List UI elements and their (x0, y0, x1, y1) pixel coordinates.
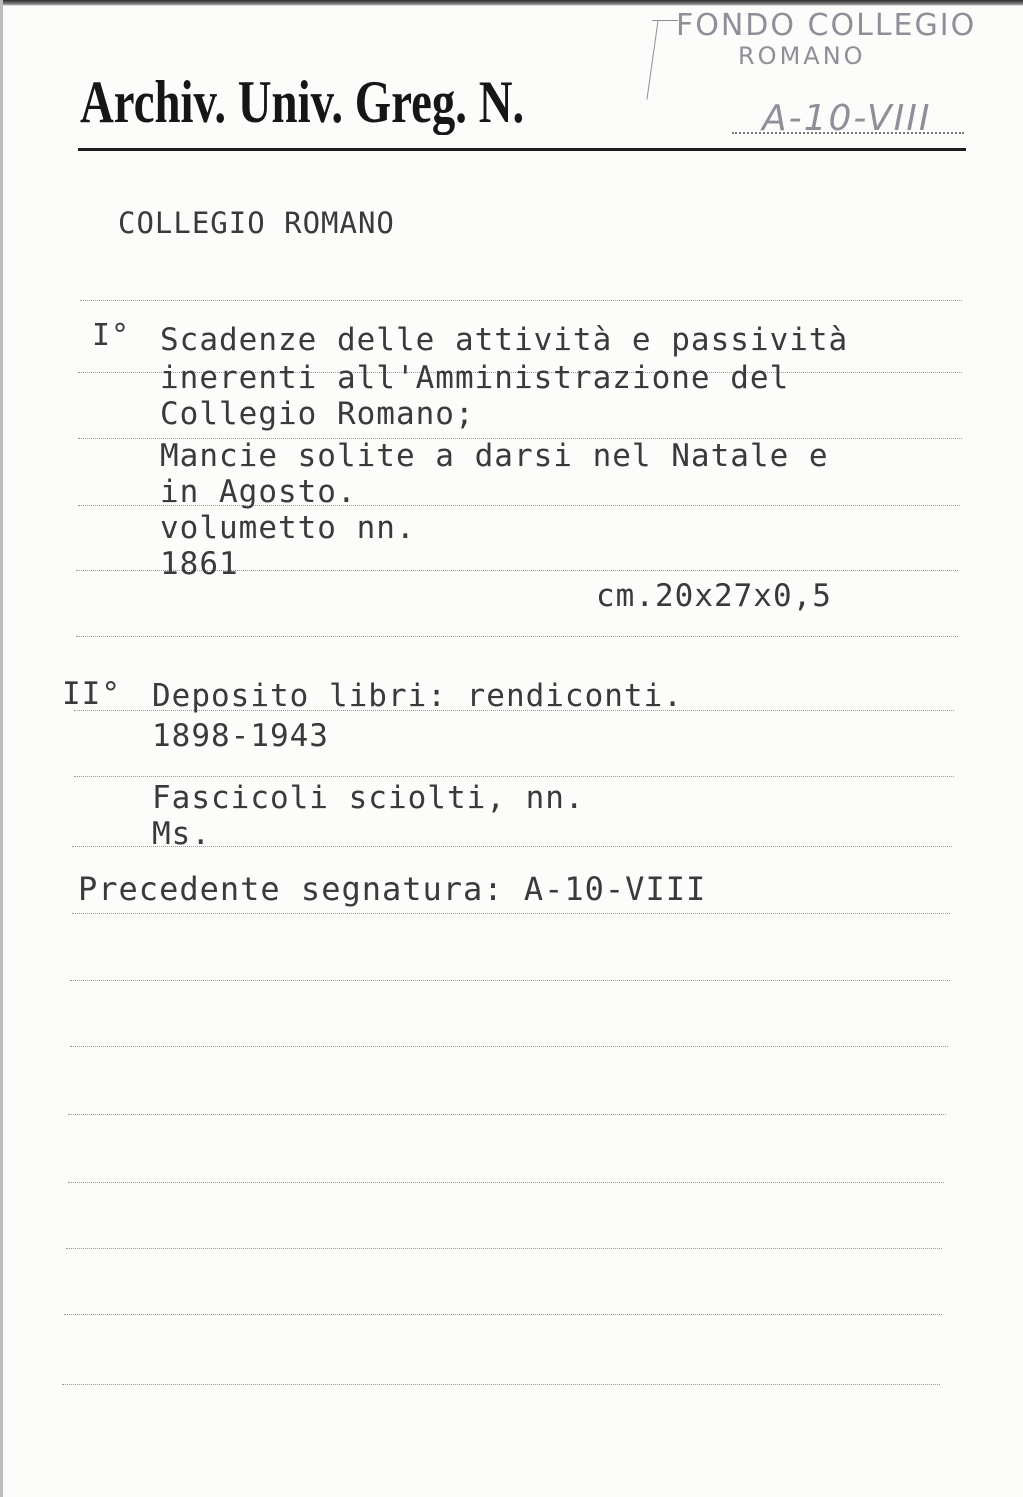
ruled-line (80, 300, 962, 301)
handwritten-archive-number: A-10-VIII (762, 98, 932, 139)
ruled-line (68, 1182, 944, 1183)
ruled-line (66, 1248, 942, 1249)
handwritten-bracket (646, 20, 659, 99)
section1-date: 1861 (160, 546, 239, 582)
ruled-line (72, 913, 950, 914)
archive-header-title: Archiv. Univ. Greg. N. (80, 69, 525, 135)
ruled-line (62, 1384, 940, 1385)
ruled-line (70, 1046, 948, 1047)
ruled-line (74, 776, 954, 777)
header-rule (78, 148, 966, 151)
ruled-line (64, 1314, 942, 1315)
section2-marker: II° (62, 676, 121, 712)
section1-line: in Agosto. (160, 474, 357, 510)
section2-line: Deposito libri: rendiconti. (152, 678, 683, 714)
section1-line: Scadenze delle attività e passività (160, 322, 849, 358)
section1-line: volumetto nn. (160, 510, 416, 546)
handwritten-fondo-line1: FONDO COLLEGIO (676, 8, 977, 43)
previous-signature: Precedente segnatura: A-10-VIII (78, 870, 707, 908)
physical-script: Ms. (152, 816, 211, 852)
ruled-line (76, 636, 958, 637)
ruled-line (68, 1114, 946, 1115)
section1-line: inerenti all'Amministrazione del (160, 360, 790, 396)
handwritten-bracket-top (652, 20, 678, 22)
card-top-edge (0, 0, 1023, 6)
collection-name: COLLEGIO ROMANO (118, 206, 395, 240)
ruled-line (70, 980, 950, 981)
physical-description: Fascicoli sciolti, nn. (152, 780, 585, 816)
section1-line: Mancie solite a darsi nel Natale e (160, 438, 829, 474)
section2-date: 1898-1943 (152, 718, 329, 754)
handwritten-fondo-line2: ROMANO (738, 42, 866, 70)
section1-marker: I° (92, 318, 131, 353)
section1-dimensions: cm.20x27x0,5 (596, 578, 832, 614)
section1-line: Collegio Romano; (160, 396, 475, 432)
card-left-edge (0, 0, 3, 1497)
